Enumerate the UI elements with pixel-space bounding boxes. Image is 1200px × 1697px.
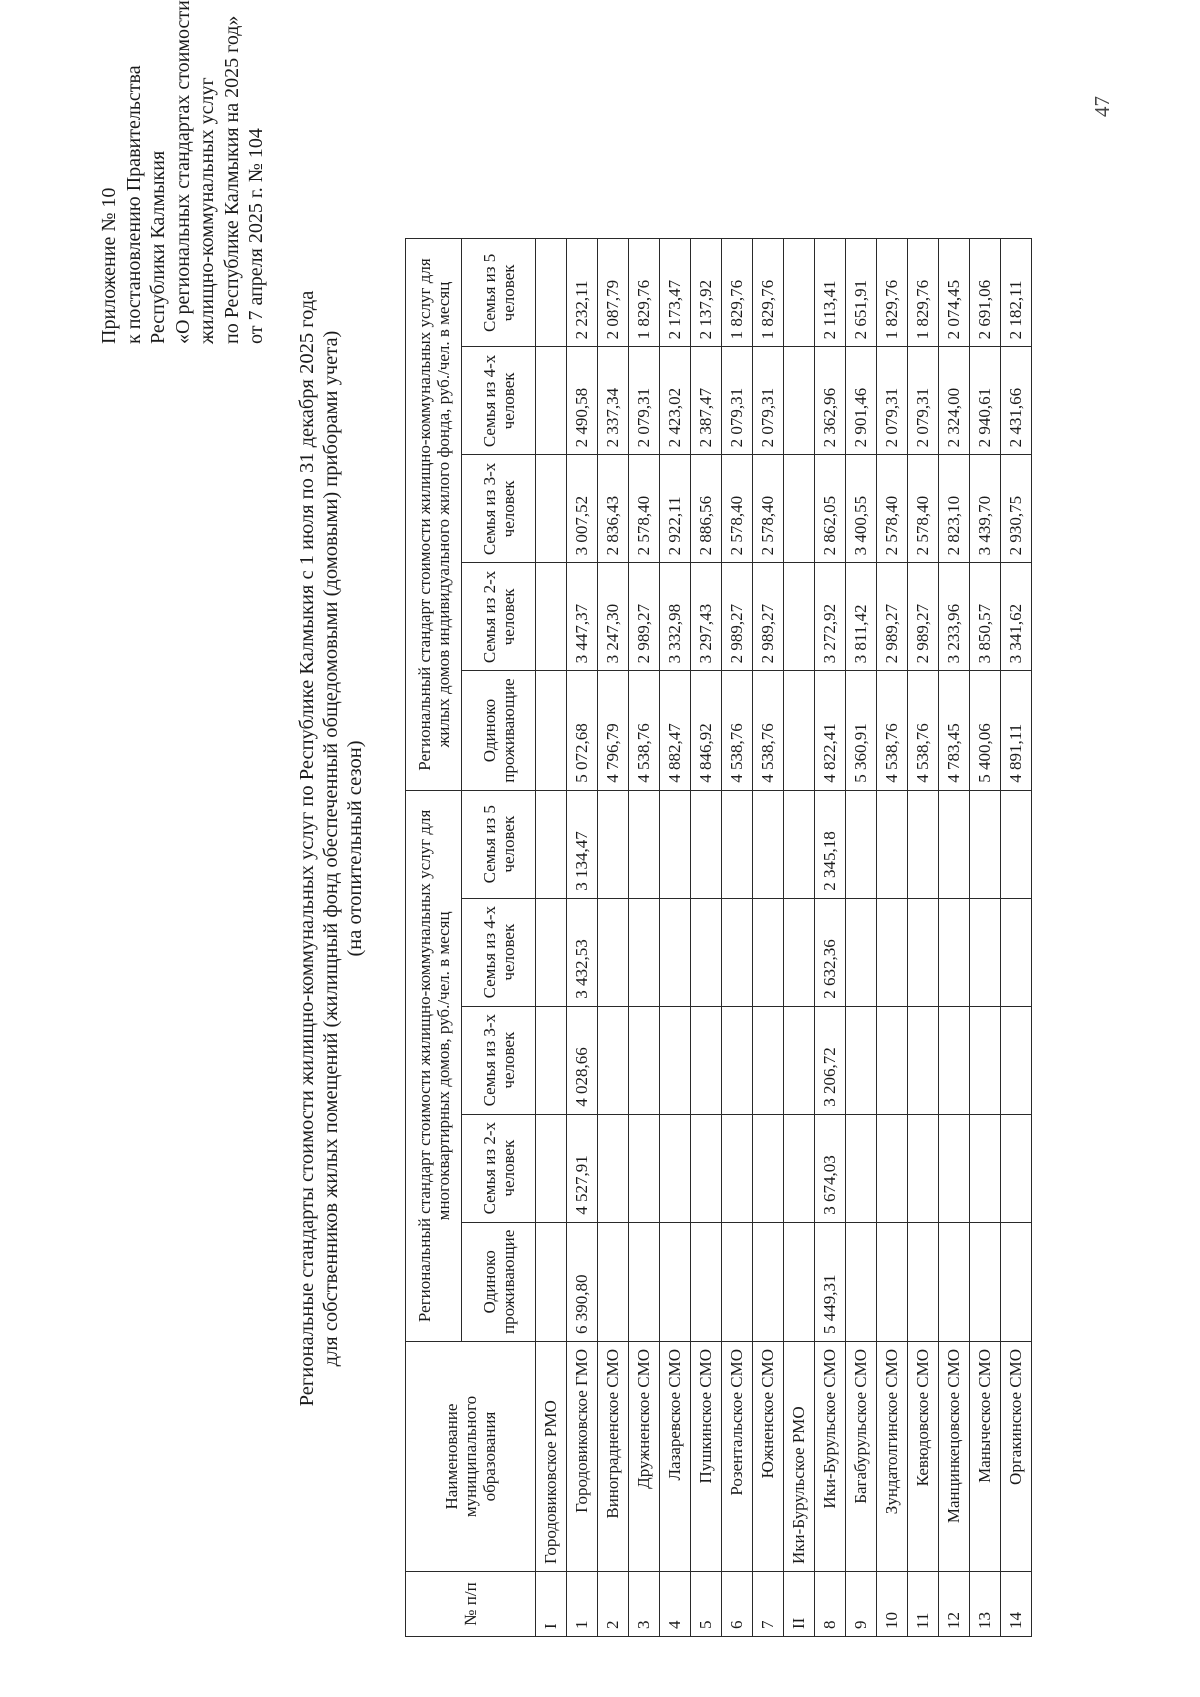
izhs-value-cell: 4 796,79 — [598, 671, 629, 790]
row-number: 1 — [567, 1572, 598, 1637]
header-mkd-family-5: Семья из 5 человек — [462, 790, 536, 898]
header-izhs-family-4: Семья из 4-х человек — [462, 347, 536, 455]
mkd-value-cell — [536, 790, 567, 898]
municipality-name: Кевюдовское СМО — [908, 1342, 939, 1572]
izhs-value-cell: 4 822,41 — [815, 671, 846, 790]
izhs-value-cell: 2 079,31 — [908, 347, 939, 455]
municipality-name: Оргакинское СМО — [1001, 1342, 1032, 1572]
mkd-value-cell — [1001, 1006, 1032, 1114]
mkd-value-cell — [784, 790, 815, 898]
mkd-value-cell: 6 390,80 — [567, 1222, 598, 1341]
table-row — [629, 239, 660, 1637]
izhs-value-cell: 2 691,06 — [970, 239, 1001, 347]
table-row — [939, 239, 970, 1637]
izhs-value-cell: 2 087,79 — [598, 239, 629, 347]
mkd-value-cell — [939, 1114, 970, 1222]
mkd-value-cell — [908, 1222, 939, 1341]
mkd-value-cell — [970, 1114, 1001, 1222]
header-mkd-single: Одиноко проживающие — [462, 1222, 536, 1341]
izhs-value-cell — [784, 455, 815, 563]
mkd-value-cell — [722, 1006, 753, 1114]
mkd-value-cell — [970, 898, 1001, 1006]
header-mkd-family-3: Семья из 3-х человек — [462, 1006, 536, 1114]
mkd-value-cell — [722, 1222, 753, 1341]
mkd-value-cell — [939, 790, 970, 898]
header-izhs-single: Одиноко проживающие — [462, 671, 536, 790]
izhs-value-cell: 2 182,11 — [1001, 239, 1032, 347]
municipality-name: Ики-Бурульское СМО — [815, 1342, 846, 1572]
mkd-value-cell — [753, 1006, 784, 1114]
table-body — [536, 239, 1032, 1637]
izhs-value-cell: 2 989,27 — [629, 563, 660, 671]
izhs-value-cell: 1 829,76 — [908, 239, 939, 347]
mkd-value-cell: 3 206,72 — [815, 1006, 846, 1114]
mkd-value-cell — [846, 1114, 877, 1222]
header-mkd-family-2: Семья из 2-х человек — [462, 1114, 536, 1222]
mkd-value-cell: 4 527,91 — [567, 1114, 598, 1222]
mkd-value-cell — [784, 1006, 815, 1114]
izhs-value-cell: 4 538,76 — [753, 671, 784, 790]
row-number: II — [784, 1572, 815, 1637]
mkd-value-cell: 5 449,31 — [815, 1222, 846, 1341]
table-row — [908, 239, 939, 1637]
izhs-value-cell: 2 578,40 — [877, 455, 908, 563]
table-row — [877, 239, 908, 1637]
mkd-value-cell — [691, 790, 722, 898]
mkd-value-cell — [691, 1006, 722, 1114]
izhs-value-cell: 2 823,10 — [939, 455, 970, 563]
izhs-value-cell: 2 862,05 — [815, 455, 846, 563]
table-row — [815, 239, 846, 1637]
row-number: 2 — [598, 1572, 629, 1637]
appendix-line: жилищно-коммунальных услуг — [196, 77, 218, 344]
row-number: 6 — [722, 1572, 753, 1637]
izhs-value-cell: 2 337,34 — [598, 347, 629, 455]
mkd-value-cell — [691, 898, 722, 1006]
izhs-value-cell: 4 538,76 — [722, 671, 753, 790]
mkd-value-cell — [598, 1222, 629, 1341]
mkd-value-cell — [629, 1222, 660, 1341]
appendix-line: по Республике Калмыкия на 2025 год» — [220, 15, 243, 344]
izhs-value-cell: 2 362,96 — [815, 347, 846, 455]
izhs-value-cell — [536, 455, 567, 563]
izhs-value-cell: 4 891,11 — [1001, 671, 1032, 790]
header-izhs-family-3: Семья из 3-х человек — [462, 455, 536, 563]
municipality-name: Дружненское СМО — [629, 1342, 660, 1572]
header-izhs-family-2: Семья из 2-х человек — [462, 563, 536, 671]
table-row — [970, 239, 1001, 1637]
municipality-name: Лазаревское СМО — [660, 1342, 691, 1572]
mkd-value-cell — [536, 1114, 567, 1222]
izhs-value-cell: 2 490,58 — [567, 347, 598, 455]
izhs-value-cell: 1 829,76 — [753, 239, 784, 347]
izhs-value-cell: 2 940,61 — [970, 347, 1001, 455]
document-title — [295, 0, 367, 1697]
municipality-name: Ики-Бурульское РМО — [784, 1342, 815, 1572]
izhs-value-cell: 2 113,41 — [815, 239, 846, 347]
row-number: 10 — [877, 1572, 908, 1637]
mkd-value-cell — [598, 790, 629, 898]
mkd-value-cell — [1001, 1114, 1032, 1222]
izhs-value-cell: 2 079,31 — [753, 347, 784, 455]
izhs-value-cell: 3 297,43 — [691, 563, 722, 671]
mkd-value-cell — [598, 1006, 629, 1114]
izhs-value-cell: 3 272,92 — [815, 563, 846, 671]
title-line: для собственников жилых помещений (жилищный фонд обеспеченный общедомовыми (домовыми) приборами учета) — [320, 330, 342, 1367]
izhs-value-cell: 5 360,91 — [846, 671, 877, 790]
row-number: 3 — [629, 1572, 660, 1637]
table-row — [1001, 239, 1032, 1637]
row-number: 9 — [846, 1572, 877, 1637]
mkd-value-cell — [1001, 1222, 1032, 1341]
municipality-name: Розентальское СМО — [722, 1342, 753, 1572]
izhs-value-cell: 1 829,76 — [629, 239, 660, 347]
izhs-value-cell: 2 079,31 — [877, 347, 908, 455]
table-row — [660, 239, 691, 1637]
mkd-value-cell — [536, 898, 567, 1006]
mkd-value-cell — [970, 790, 1001, 898]
mkd-value-cell — [970, 1222, 1001, 1341]
municipality-name: Виноградненское СМО — [598, 1342, 629, 1572]
mkd-value-cell — [629, 898, 660, 1006]
mkd-value-cell — [1001, 898, 1032, 1006]
appendix-line: «О региональных стандартах стоимости — [171, 0, 194, 344]
municipality-name: Маныческое СМО — [970, 1342, 1001, 1572]
header-mkd-family-4: Семья из 4-х человек — [462, 898, 536, 1006]
mkd-value-cell — [877, 790, 908, 898]
mkd-value-cell: 3 674,03 — [815, 1114, 846, 1222]
mkd-value-cell — [691, 1222, 722, 1341]
header-izhs-family-5: Семья из 5 человек — [462, 239, 536, 347]
mkd-value-cell — [753, 898, 784, 1006]
izhs-value-cell: 2 989,27 — [722, 563, 753, 671]
mkd-value-cell — [877, 1114, 908, 1222]
municipality-name: Пушкинское СМО — [691, 1342, 722, 1572]
mkd-value-cell: 2 345,18 — [815, 790, 846, 898]
izhs-value-cell: 2 989,27 — [877, 563, 908, 671]
mkd-value-cell — [908, 1006, 939, 1114]
mkd-value-cell — [784, 898, 815, 1006]
izhs-value-cell: 2 836,43 — [598, 455, 629, 563]
mkd-value-cell — [536, 1006, 567, 1114]
izhs-value-cell: 3 332,98 — [660, 563, 691, 671]
appendix-line: к постановлению Правительства — [122, 65, 145, 344]
mkd-value-cell — [939, 1006, 970, 1114]
appendix-line: Республики Калмыкия — [147, 150, 169, 344]
title-line: (на отопительный сезон) — [344, 740, 366, 957]
table-row — [691, 239, 722, 1637]
table-row — [567, 239, 598, 1637]
row-number: 8 — [815, 1572, 846, 1637]
mkd-value-cell — [660, 1114, 691, 1222]
row-number: 5 — [691, 1572, 722, 1637]
izhs-value-cell: 2 578,40 — [722, 455, 753, 563]
mkd-value-cell — [660, 1006, 691, 1114]
mkd-value-cell — [660, 898, 691, 1006]
mkd-value-cell — [629, 1006, 660, 1114]
izhs-value-cell: 1 829,76 — [877, 239, 908, 347]
header-num: № п/п — [406, 1572, 536, 1637]
mkd-value-cell — [691, 1114, 722, 1222]
header-group-izhs: Региональный стандарт стоимости жилищно-коммунальных услуг для жилых домов индивидуального жилого фонда, руб./чел. в месяц — [406, 239, 462, 790]
mkd-value-cell — [598, 1114, 629, 1222]
izhs-value-cell: 2 324,00 — [939, 347, 970, 455]
izhs-value-cell: 3 007,52 — [567, 455, 598, 563]
izhs-value-cell: 2 651,91 — [846, 239, 877, 347]
mkd-value-cell — [846, 1222, 877, 1341]
izhs-value-cell: 4 538,76 — [877, 671, 908, 790]
izhs-value-cell: 3 233,96 — [939, 563, 970, 671]
municipality-name: Багабурульское СМО — [846, 1342, 877, 1572]
mkd-value-cell — [536, 1222, 567, 1341]
header-group-mkd: Региональный стандарт стоимости жилищно-коммунальных услуг для многоквартирных домов, руб./чел. в месяц — [406, 790, 462, 1341]
izhs-value-cell: 4 846,92 — [691, 671, 722, 790]
appendix-line: Приложение № 10 — [98, 187, 120, 344]
izhs-value-cell: 1 829,76 — [722, 239, 753, 347]
mkd-value-cell — [660, 790, 691, 898]
mkd-value-cell — [1001, 790, 1032, 898]
mkd-value-cell — [877, 1222, 908, 1341]
mkd-value-cell — [939, 1222, 970, 1341]
mkd-value-cell — [846, 898, 877, 1006]
izhs-value-cell: 3 850,57 — [970, 563, 1001, 671]
mkd-value-cell — [939, 898, 970, 1006]
mkd-value-cell — [877, 1006, 908, 1114]
row-number: 4 — [660, 1572, 691, 1637]
izhs-value-cell: 3 341,62 — [1001, 563, 1032, 671]
mkd-value-cell — [722, 898, 753, 1006]
row-number: 7 — [753, 1572, 784, 1637]
mkd-value-cell — [846, 790, 877, 898]
izhs-value-cell: 2 578,40 — [629, 455, 660, 563]
mkd-value-cell — [660, 1222, 691, 1341]
izhs-value-cell: 4 882,47 — [660, 671, 691, 790]
mkd-value-cell — [846, 1006, 877, 1114]
title-line: Региональные стандарты стоимости жилищно-коммунальных услуг по Республике Калмыкия с 1 июля по 31 декабря 2025 года — [296, 290, 318, 1407]
izhs-value-cell: 5 072,68 — [567, 671, 598, 790]
row-number: I — [536, 1572, 567, 1637]
mkd-value-cell — [753, 1114, 784, 1222]
mkd-value-cell: 3 134,47 — [567, 790, 598, 898]
municipality-name: Зундатолгинское СМО — [877, 1342, 908, 1572]
row-number: 11 — [908, 1572, 939, 1637]
mkd-value-cell: 4 028,66 — [567, 1006, 598, 1114]
izhs-value-cell: 2 578,40 — [753, 455, 784, 563]
izhs-value-cell: 3 400,55 — [846, 455, 877, 563]
izhs-value-cell: 4 783,45 — [939, 671, 970, 790]
izhs-value-cell: 2 173,47 — [660, 239, 691, 347]
mkd-value-cell: 3 432,53 — [567, 898, 598, 1006]
mkd-value-cell — [753, 1222, 784, 1341]
izhs-value-cell — [536, 671, 567, 790]
mkd-value-cell: 2 632,36 — [815, 898, 846, 1006]
table-row — [846, 239, 877, 1637]
izhs-value-cell: 3 811,42 — [846, 563, 877, 671]
izhs-value-cell: 2 930,75 — [1001, 455, 1032, 563]
mkd-value-cell — [908, 898, 939, 1006]
izhs-value-cell: 2 578,40 — [908, 455, 939, 563]
mkd-value-cell — [753, 790, 784, 898]
municipality-name: Городовиковское РМО — [536, 1342, 567, 1572]
izhs-value-cell: 2 989,27 — [908, 563, 939, 671]
table-group-row — [536, 239, 567, 1637]
mkd-value-cell — [970, 1006, 1001, 1114]
izhs-value-cell — [536, 239, 567, 347]
izhs-value-cell — [784, 671, 815, 790]
izhs-value-cell: 2 079,31 — [722, 347, 753, 455]
mkd-value-cell — [722, 1114, 753, 1222]
izhs-value-cell: 2 387,47 — [691, 347, 722, 455]
header-name: Наименование муниципального образования — [406, 1342, 536, 1572]
izhs-value-cell: 5 400,06 — [970, 671, 1001, 790]
table-row — [598, 239, 629, 1637]
mkd-value-cell — [598, 898, 629, 1006]
municipality-name: Манцинкецовское СМО — [939, 1342, 970, 1572]
standards-table — [405, 238, 1032, 1637]
izhs-value-cell — [536, 347, 567, 455]
mkd-value-cell — [629, 790, 660, 898]
row-number: 12 — [939, 1572, 970, 1637]
izhs-value-cell: 3 447,37 — [567, 563, 598, 671]
page-number: 47 — [1090, 96, 1114, 117]
izhs-value-cell: 2 232,11 — [567, 239, 598, 347]
izhs-value-cell: 4 538,76 — [908, 671, 939, 790]
table-row — [722, 239, 753, 1637]
row-number: 14 — [1001, 1572, 1032, 1637]
appendix-block — [97, 0, 269, 344]
izhs-value-cell: 2 886,56 — [691, 455, 722, 563]
izhs-value-cell: 2 431,66 — [1001, 347, 1032, 455]
izhs-value-cell: 2 922,11 — [660, 455, 691, 563]
municipality-name: Южненское СМО — [753, 1342, 784, 1572]
row-number: 13 — [970, 1572, 1001, 1637]
izhs-value-cell: 2 901,46 — [846, 347, 877, 455]
izhs-value-cell — [784, 563, 815, 671]
mkd-value-cell — [784, 1222, 815, 1341]
izhs-value-cell: 2 137,92 — [691, 239, 722, 347]
izhs-value-cell: 4 538,76 — [629, 671, 660, 790]
mkd-value-cell — [908, 1114, 939, 1222]
table-row — [753, 239, 784, 1637]
izhs-value-cell — [784, 347, 815, 455]
table-group-row — [784, 239, 815, 1637]
izhs-value-cell — [784, 239, 815, 347]
mkd-value-cell — [877, 898, 908, 1006]
izhs-value-cell: 2 079,31 — [629, 347, 660, 455]
municipality-name: Городовиковское ГМО — [567, 1342, 598, 1572]
appendix-line: от 7 апреля 2025 г. № 104 — [245, 128, 267, 344]
mkd-value-cell — [629, 1114, 660, 1222]
izhs-value-cell: 2 989,27 — [753, 563, 784, 671]
izhs-value-cell: 3 439,70 — [970, 455, 1001, 563]
mkd-value-cell — [784, 1114, 815, 1222]
izhs-value-cell: 3 247,30 — [598, 563, 629, 671]
izhs-value-cell: 2 423,02 — [660, 347, 691, 455]
izhs-value-cell: 2 074,45 — [939, 239, 970, 347]
mkd-value-cell — [908, 790, 939, 898]
mkd-value-cell — [722, 790, 753, 898]
izhs-value-cell — [536, 563, 567, 671]
